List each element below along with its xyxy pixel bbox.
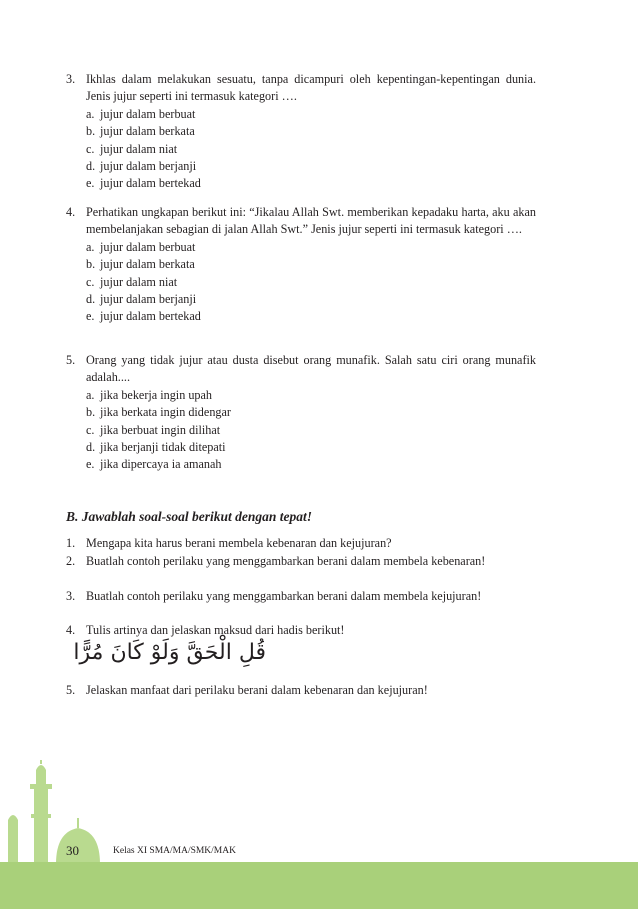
option-text: jujur dalam niat	[100, 141, 178, 156]
option-letter: e.	[86, 457, 95, 472]
option-text: jujur dalam berkata	[100, 124, 195, 139]
question-4	[66, 204, 536, 326]
essay-text: Buatlah contoh perilaku yang menggambarkan berani dalam membela kejujuran!	[86, 589, 482, 603]
option-letter: c.	[86, 274, 95, 289]
option-text: jika berjanji tidak ditepati	[100, 440, 226, 455]
essay-number: 3.	[66, 589, 76, 603]
option-e	[86, 308, 536, 325]
option-c	[86, 422, 536, 439]
option-d	[86, 291, 536, 308]
essay-text: Mengapa kita harus berani membela kebenaran dan kejujuran?	[86, 536, 392, 550]
essay-number: 5.	[66, 683, 76, 697]
option-text: jujur dalam berjanji	[100, 159, 197, 174]
option-text: jujur dalam berbuat	[100, 106, 196, 121]
question-number: 4.	[66, 205, 76, 219]
question-stem: Orang yang tidak jujur atau dusta disebut orang munafik. Salah satu ciri orang munafik adalah....	[86, 353, 536, 385]
page-number: 30	[66, 843, 79, 858]
essay-number: 1.	[66, 536, 76, 550]
option-letter: a.	[86, 106, 95, 121]
option-a	[86, 106, 536, 123]
essay-number: 2.	[66, 554, 76, 568]
option-text: jika berbuat ingin dilihat	[100, 422, 221, 437]
option-b	[86, 404, 536, 421]
option-letter: b.	[86, 124, 96, 139]
option-letter: b.	[86, 257, 96, 272]
question-3	[66, 71, 536, 193]
option-d	[86, 158, 536, 175]
option-letter: a.	[86, 239, 95, 254]
question-number: 3.	[66, 72, 76, 86]
essay-item-3	[66, 588, 536, 605]
option-c	[86, 141, 536, 158]
question-5	[66, 352, 536, 474]
option-letter: a.	[86, 387, 95, 402]
question-stem: Perhatikan ungkapan berikut ini: “Jikalau Allah Swt. memberikan kepadaku harta, aku akan membelanjakan sebagian di jalan Allah Swt.” Jenis jujur seperti ini termasuk kategori ….	[86, 205, 536, 237]
essay-item-2	[66, 553, 536, 570]
essay-text: Jelaskan manfaat dari perilaku berani dalam kebenaran dan kejujuran!	[86, 683, 428, 697]
option-letter: b.	[86, 405, 96, 420]
essay-number: 4.	[66, 623, 76, 637]
option-letter: d.	[86, 159, 96, 174]
option-text: jujur dalam berjanji	[100, 292, 197, 307]
option-e	[86, 175, 536, 192]
option-text: jika dipercaya ia amanah	[100, 457, 222, 472]
option-letter: e.	[86, 176, 95, 191]
option-text: jujur dalam bertekad	[100, 309, 201, 324]
option-text: jika berkata ingin didengar	[100, 405, 231, 420]
option-c	[86, 274, 536, 291]
essay-item-4	[66, 622, 536, 639]
option-b	[86, 256, 536, 273]
option-letter: e.	[86, 309, 95, 324]
option-e	[86, 456, 536, 473]
footer-bar	[0, 862, 638, 909]
essay-text: Buatlah contoh perilaku yang menggambarkan berani dalam membela kebenaran!	[86, 554, 486, 568]
footer-label: Kelas XI SMA/MA/SMK/MAK	[113, 846, 236, 856]
essay-item-5	[66, 682, 536, 699]
option-letter: c.	[86, 141, 95, 156]
option-text: jika bekerja ingin upah	[100, 387, 213, 402]
option-a	[86, 239, 536, 256]
option-a	[86, 387, 536, 404]
option-letter: c.	[86, 422, 95, 437]
option-b	[86, 123, 536, 140]
option-text: jujur dalam bertekad	[100, 176, 201, 191]
hadith-arabic-text: قُلِ الْحَقَّ وَلَوْ كَانَ مُرًّا	[73, 640, 266, 665]
option-d	[86, 439, 536, 456]
option-text: jujur dalam niat	[100, 274, 178, 289]
essay-item-1	[66, 535, 536, 552]
question-number: 5.	[66, 353, 76, 367]
essay-text: Tulis artinya dan jelaskan maksud dari hadis berikut!	[86, 623, 345, 637]
option-letter: d.	[86, 440, 96, 455]
section-b-title: B. Jawablah soal-soal berikut dengan tepat!	[66, 509, 313, 524]
question-stem: Ikhlas dalam melakukan sesuatu, tanpa dicampuri oleh kepentingan-kepentingan dunia. Jenis jujur seperti ini termasuk kategori ….	[86, 72, 536, 104]
option-text: jujur dalam berbuat	[100, 239, 196, 254]
option-letter: d.	[86, 292, 96, 307]
option-text: jujur dalam berkata	[100, 257, 195, 272]
